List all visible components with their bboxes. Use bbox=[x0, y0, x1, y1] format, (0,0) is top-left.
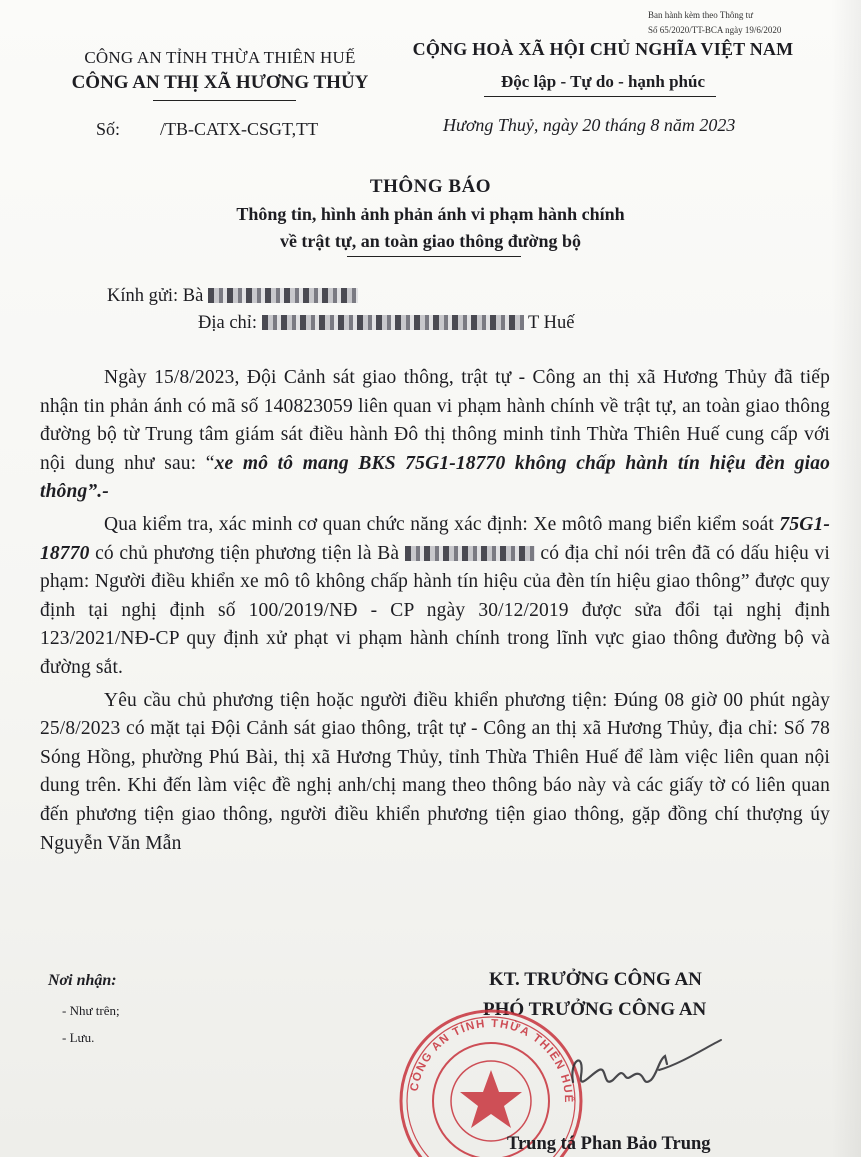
recipients-item: - Như trên; bbox=[62, 1003, 120, 1018]
recipients-item: - Lưu. bbox=[62, 1030, 95, 1045]
motto-underline bbox=[484, 96, 716, 97]
document-number-label: Số: bbox=[96, 119, 121, 139]
redacted-owner-name bbox=[405, 546, 535, 561]
document-number bbox=[96, 119, 318, 140]
paragraph-1 bbox=[40, 364, 830, 507]
signer-name: Trung tá Phan Bảo Trung bbox=[507, 1134, 711, 1154]
recipient-line bbox=[107, 286, 358, 307]
national-motto: Độc lập - Tự do - hạnh phúc bbox=[500, 72, 706, 91]
redacted-name bbox=[208, 288, 358, 303]
signature-title-2: PHÓ TRƯỞNG CÔNG AN bbox=[483, 999, 707, 1020]
agency-name: CÔNG AN THỊ XÃ HƯƠNG THỦY bbox=[71, 72, 369, 93]
address-line bbox=[198, 313, 574, 334]
paragraph-1-text: Ngày 15/8/2023, Đội Cảnh sát giao thông, trật tự - Công an thị xã Hương Thủy đã tiếp nhận tin phản ánh có mã số 140823059 liên quan vi phạm hành chính về trật tự, an toàn giao thông đường bộ từ Trung tâm giám sát điều hành Đô thị thông minh tỉnh Thừa Thiên Huế cung cấp với nội dung như sau: “ bbox=[40, 367, 830, 474]
document-subtitle-line-2: về trật tự, an toàn giao thông đường bộ bbox=[279, 231, 582, 251]
paragraph-2-mid: có chủ phương tiện phương tiện là Bà bbox=[89, 542, 400, 564]
subtitle-underline bbox=[347, 256, 521, 257]
redacted-address bbox=[262, 315, 524, 330]
quote-close: ”.- bbox=[87, 481, 109, 503]
paragraph-2-start: Qua kiểm tra, xác minh cơ quan chức năng xác định: Xe môtô mang biển kiểm soát bbox=[104, 513, 780, 535]
place-date: Hương Thuỷ, ngày 20 tháng 8 năm 2023 bbox=[443, 115, 736, 135]
paragraph-2-rest: có địa chỉ nói trên đã có dấu hiệu vi phạm: Người điều khiển xe mô tô không chấp hành tín hiệu của đèn tín hiệu giao thông” được quy định tại nghị định số 100/2019/NĐ - CP ngày 30/12/2019 được sửa đổi tại nghị định 123/2021/NĐ-CP quy định xử phạt vi phạm hành chính trong lĩnh vực giao thông đường bộ và đường sắt. bbox=[40, 542, 830, 678]
paragraph-3: Yêu cầu chủ phương tiện hoặc người điều khiển phương tiện: Đúng 08 giờ 00 phút ngày 25/8/2023 có mặt tại Đội Cảnh sát giao thông, trật tự - Công an thị xã Hương Thủy, địa chỉ: Số 78 Sóng Hồng, phường Phú Bài, thị xã Hương Thủy, tỉnh Thừa Thiên Huế để làm việc liên quan nội dung trên. Khi đến làm việc đề nghị anh/chị mang theo thông báo này và các giấy tờ có liên quan đến phương tiện giao thông, người điều khiển phương tiện giao thông, gặp đồng chí thượng úy Nguyễn Văn Mẫn bbox=[40, 689, 830, 854]
recipient-to-label: Kính gửi: Bà bbox=[107, 286, 204, 306]
address-tail: T Huế bbox=[528, 313, 575, 333]
violation-quote: xe mô tô mang BKS 75G1-18770 không chấp hành tín hiệu đèn giao thông bbox=[40, 452, 831, 503]
agency-underline bbox=[153, 100, 296, 101]
document-number-code: /TB-CATX-CSGT,TT bbox=[160, 119, 319, 139]
agency-parent: CÔNG AN TỈNH THỪA THIÊN HUẾ bbox=[84, 48, 356, 67]
nation-title: CỘNG HOÀ XÃ HỘI CHỦ NGHĨA VIỆT NAM bbox=[412, 39, 794, 59]
legal-note-line-1: Ban hành kèm theo Thông tư bbox=[648, 10, 753, 20]
handwritten-signature bbox=[555, 1030, 725, 1110]
paragraph-2 bbox=[40, 511, 830, 683]
address-label: Địa chỉ: bbox=[198, 313, 258, 333]
paper-edge-shadow bbox=[831, 0, 861, 1157]
legal-note-line-2: Số 65/2020/TT-BCA ngày 19/6/2020 bbox=[648, 25, 782, 35]
document-subtitle-line-1: Thông tin, hình ảnh phản ánh vi phạm hành chính bbox=[236, 204, 625, 224]
license-plate: 75G1-18770 bbox=[40, 513, 830, 564]
recipients-label: Nơi nhận: bbox=[48, 972, 117, 989]
seal-text: CÔNG AN TỈNH THỪA THIÊN HUẾ bbox=[408, 1017, 575, 1105]
document-title: THÔNG BÁO bbox=[369, 176, 492, 197]
signature-title-1: KT. TRƯỞNG CÔNG AN bbox=[489, 969, 702, 990]
notice-body bbox=[40, 364, 830, 858]
